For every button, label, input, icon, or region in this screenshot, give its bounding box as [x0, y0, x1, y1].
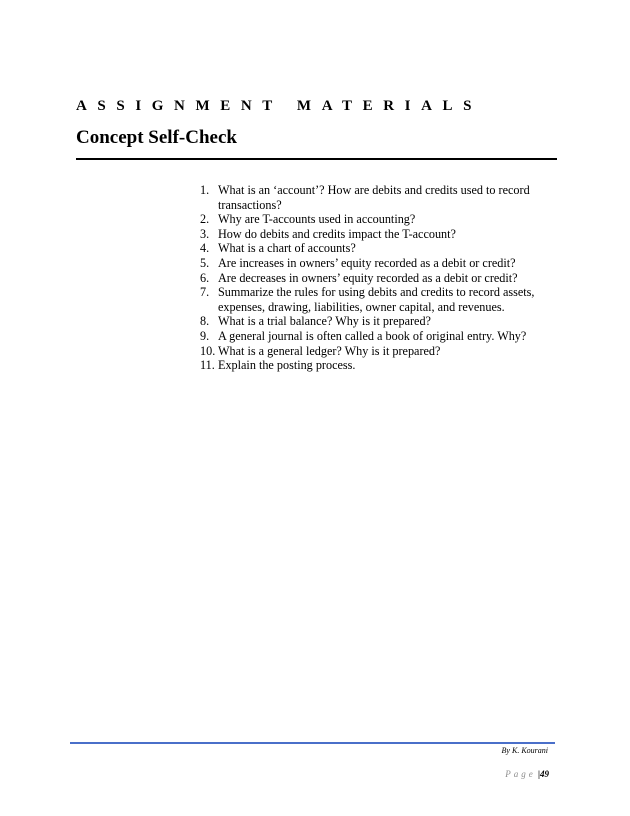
question-text: What is an ‘account’? How are debits and credits used to record transactions? — [218, 183, 530, 212]
question-number: 1. — [200, 183, 210, 197]
question-item-10 — [200, 344, 570, 359]
question-number: 2. — [200, 212, 210, 227]
question-text: What is a general ledger? Why is it prepared? — [218, 343, 441, 358]
section-heading: ASSIGNMENT MATERIALS — [76, 98, 483, 114]
question-text: Why are T-accounts used in accounting? — [218, 212, 416, 227]
question-number: 11. — [200, 358, 215, 373]
question-item-4 — [200, 241, 570, 256]
page-title: Concept Self-Check — [76, 127, 237, 148]
question-number: 6. — [200, 270, 210, 285]
footer-page-number — [505, 769, 549, 779]
page-separator: | — [538, 769, 540, 779]
question-item-11 — [200, 358, 570, 373]
question-text: A general journal is often called a book of original entry. Why? — [218, 328, 527, 343]
question-item-6 — [200, 271, 570, 286]
question-item-1 — [200, 183, 570, 212]
question-text: What is a chart of accounts? — [218, 241, 356, 256]
question-text: What is a trial balance? Why is it prepared? — [218, 314, 431, 329]
question-item-8 — [200, 314, 570, 329]
question-number: 5. — [200, 255, 210, 270]
question-item-5 — [200, 256, 570, 271]
page-label: Page — [505, 769, 536, 779]
question-number: 9. — [200, 328, 210, 343]
question-item-7 — [200, 285, 570, 314]
question-text: Summarize the rules for using debits and credits to record assets, expenses, drawing, liabilities, owner capital, and revenues. — [218, 285, 535, 314]
question-item-2 — [200, 212, 570, 227]
question-number: 4. — [200, 241, 210, 256]
footer-divider — [70, 742, 555, 744]
question-text: Are increases in owners’ equity recorded as a debit or credit? — [218, 255, 516, 270]
page-number: 49 — [540, 769, 549, 779]
question-number: 8. — [200, 314, 210, 329]
question-list — [200, 183, 570, 373]
question-text: How do debits and credits impact the T-account? — [218, 226, 456, 241]
question-number: 10. — [200, 343, 216, 358]
question-item-9 — [200, 329, 570, 344]
footer-author: By K. Kourani — [501, 746, 548, 755]
question-text: Are decreases in owners’ equity recorded as a debit or credit? — [218, 270, 518, 285]
question-item-3 — [200, 227, 570, 242]
question-text: Explain the posting process. — [218, 358, 356, 373]
question-number: 3. — [200, 226, 210, 241]
title-divider — [76, 158, 557, 160]
question-number: 7. — [200, 285, 210, 300]
